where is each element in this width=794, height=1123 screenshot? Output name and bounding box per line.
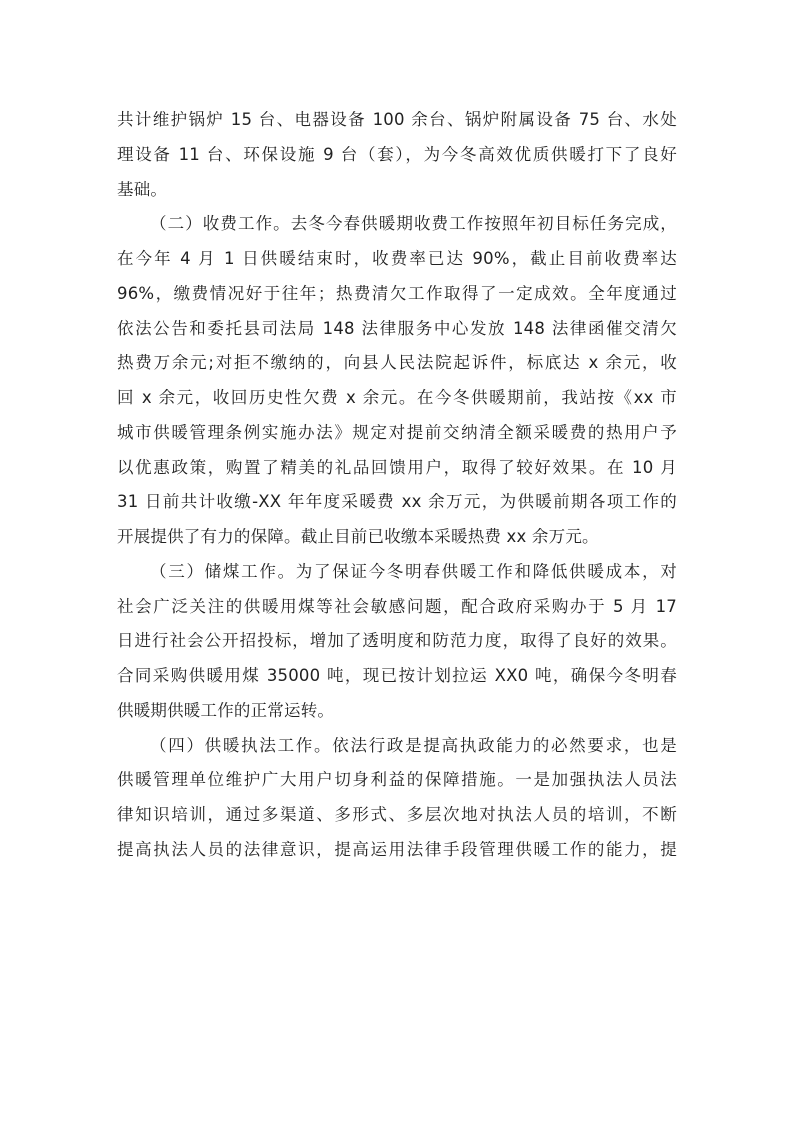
paragraph-heading-line: （三）储煤工作。为了保证今冬明春供暖工作和降低供暖成本，对 <box>150 561 677 581</box>
text-line: 共计维护锅炉 15 台、电器设备 100 余台、锅炉附属设备 75 台、水处 <box>117 110 677 129</box>
text-line: 96%，缴费情况好于往年；热费清欠工作取得了一定成效。全年度通过 <box>117 283 677 303</box>
text-line: 律知识培训，通过多渠道、多形式、多层次地对执法人员的培训，不断 <box>117 805 677 824</box>
text-line: 热费万余元;对拒不缴纳的，向县人民法院起诉件，标底达 x 余元，收 <box>117 353 677 373</box>
text-line: 城市供暖管理条例实施办法》规定对提前交纳清全额采暖费的热用户予 <box>117 422 677 442</box>
text-line: 依法公告和委托县司法局 148 法律服务中心发放 148 法律函催交清欠 <box>117 318 677 338</box>
text-line: 开展提供了有力的保障。截止目前已收缴本采暖热费 xx 余万元。 <box>117 527 599 546</box>
text-line: 回 x 余元，收回历史性欠费 x 余元。在今冬供暖期前，我站按《xx 市 <box>117 388 677 407</box>
text-line: 合同采购供暖用煤 35000 吨，现已按计划拉运 XX0 吨，确保今冬明春 <box>117 666 677 685</box>
text-line: 基础。 <box>117 179 168 199</box>
text-line: 社会广泛关注的供暖用煤等社会敏感问题，配合政府采购办于 5 月 17 <box>117 596 677 616</box>
text-line: 31 日前共计收缴-XX 年年度采暖费 xx 余万元，为供暖前期各项工作的 <box>117 492 677 512</box>
text-line: 提高执法人员的法律意识，提高运用法律手段管理供暖工作的能力，提 <box>117 839 677 859</box>
text-line: 日进行社会公开招投标，增加了透明度和防范力度，取得了良好的效果。 <box>117 631 677 651</box>
text-line: 供暖期供暖工作的正常运转。 <box>117 700 335 720</box>
paragraph-heading-line: （四）供暖执法工作。依法行政是提高执政能力的必然要求，也是 <box>150 735 677 755</box>
text-line: 理设备 11 台、环保设施 9 台（套），为今冬高效优质供暖打下了良好 <box>117 144 677 164</box>
text-line: 以优惠政策，购置了精美的礼品回馈用户，取得了较好效果。在 10 月 <box>117 457 677 477</box>
text-line: 在今年 4 月 1 日供暖结束时，收费率已达 90%，截止目前收费率达 <box>117 249 677 268</box>
document-body <box>117 103 677 868</box>
text-line: 供暖管理单位维护广大用户切身利益的保障措施。一是加强执法人员法 <box>117 770 677 790</box>
paragraph-heading-line: （二）收费工作。去冬今春供暖期收费工作按照年初目标任务完成， <box>150 214 677 234</box>
